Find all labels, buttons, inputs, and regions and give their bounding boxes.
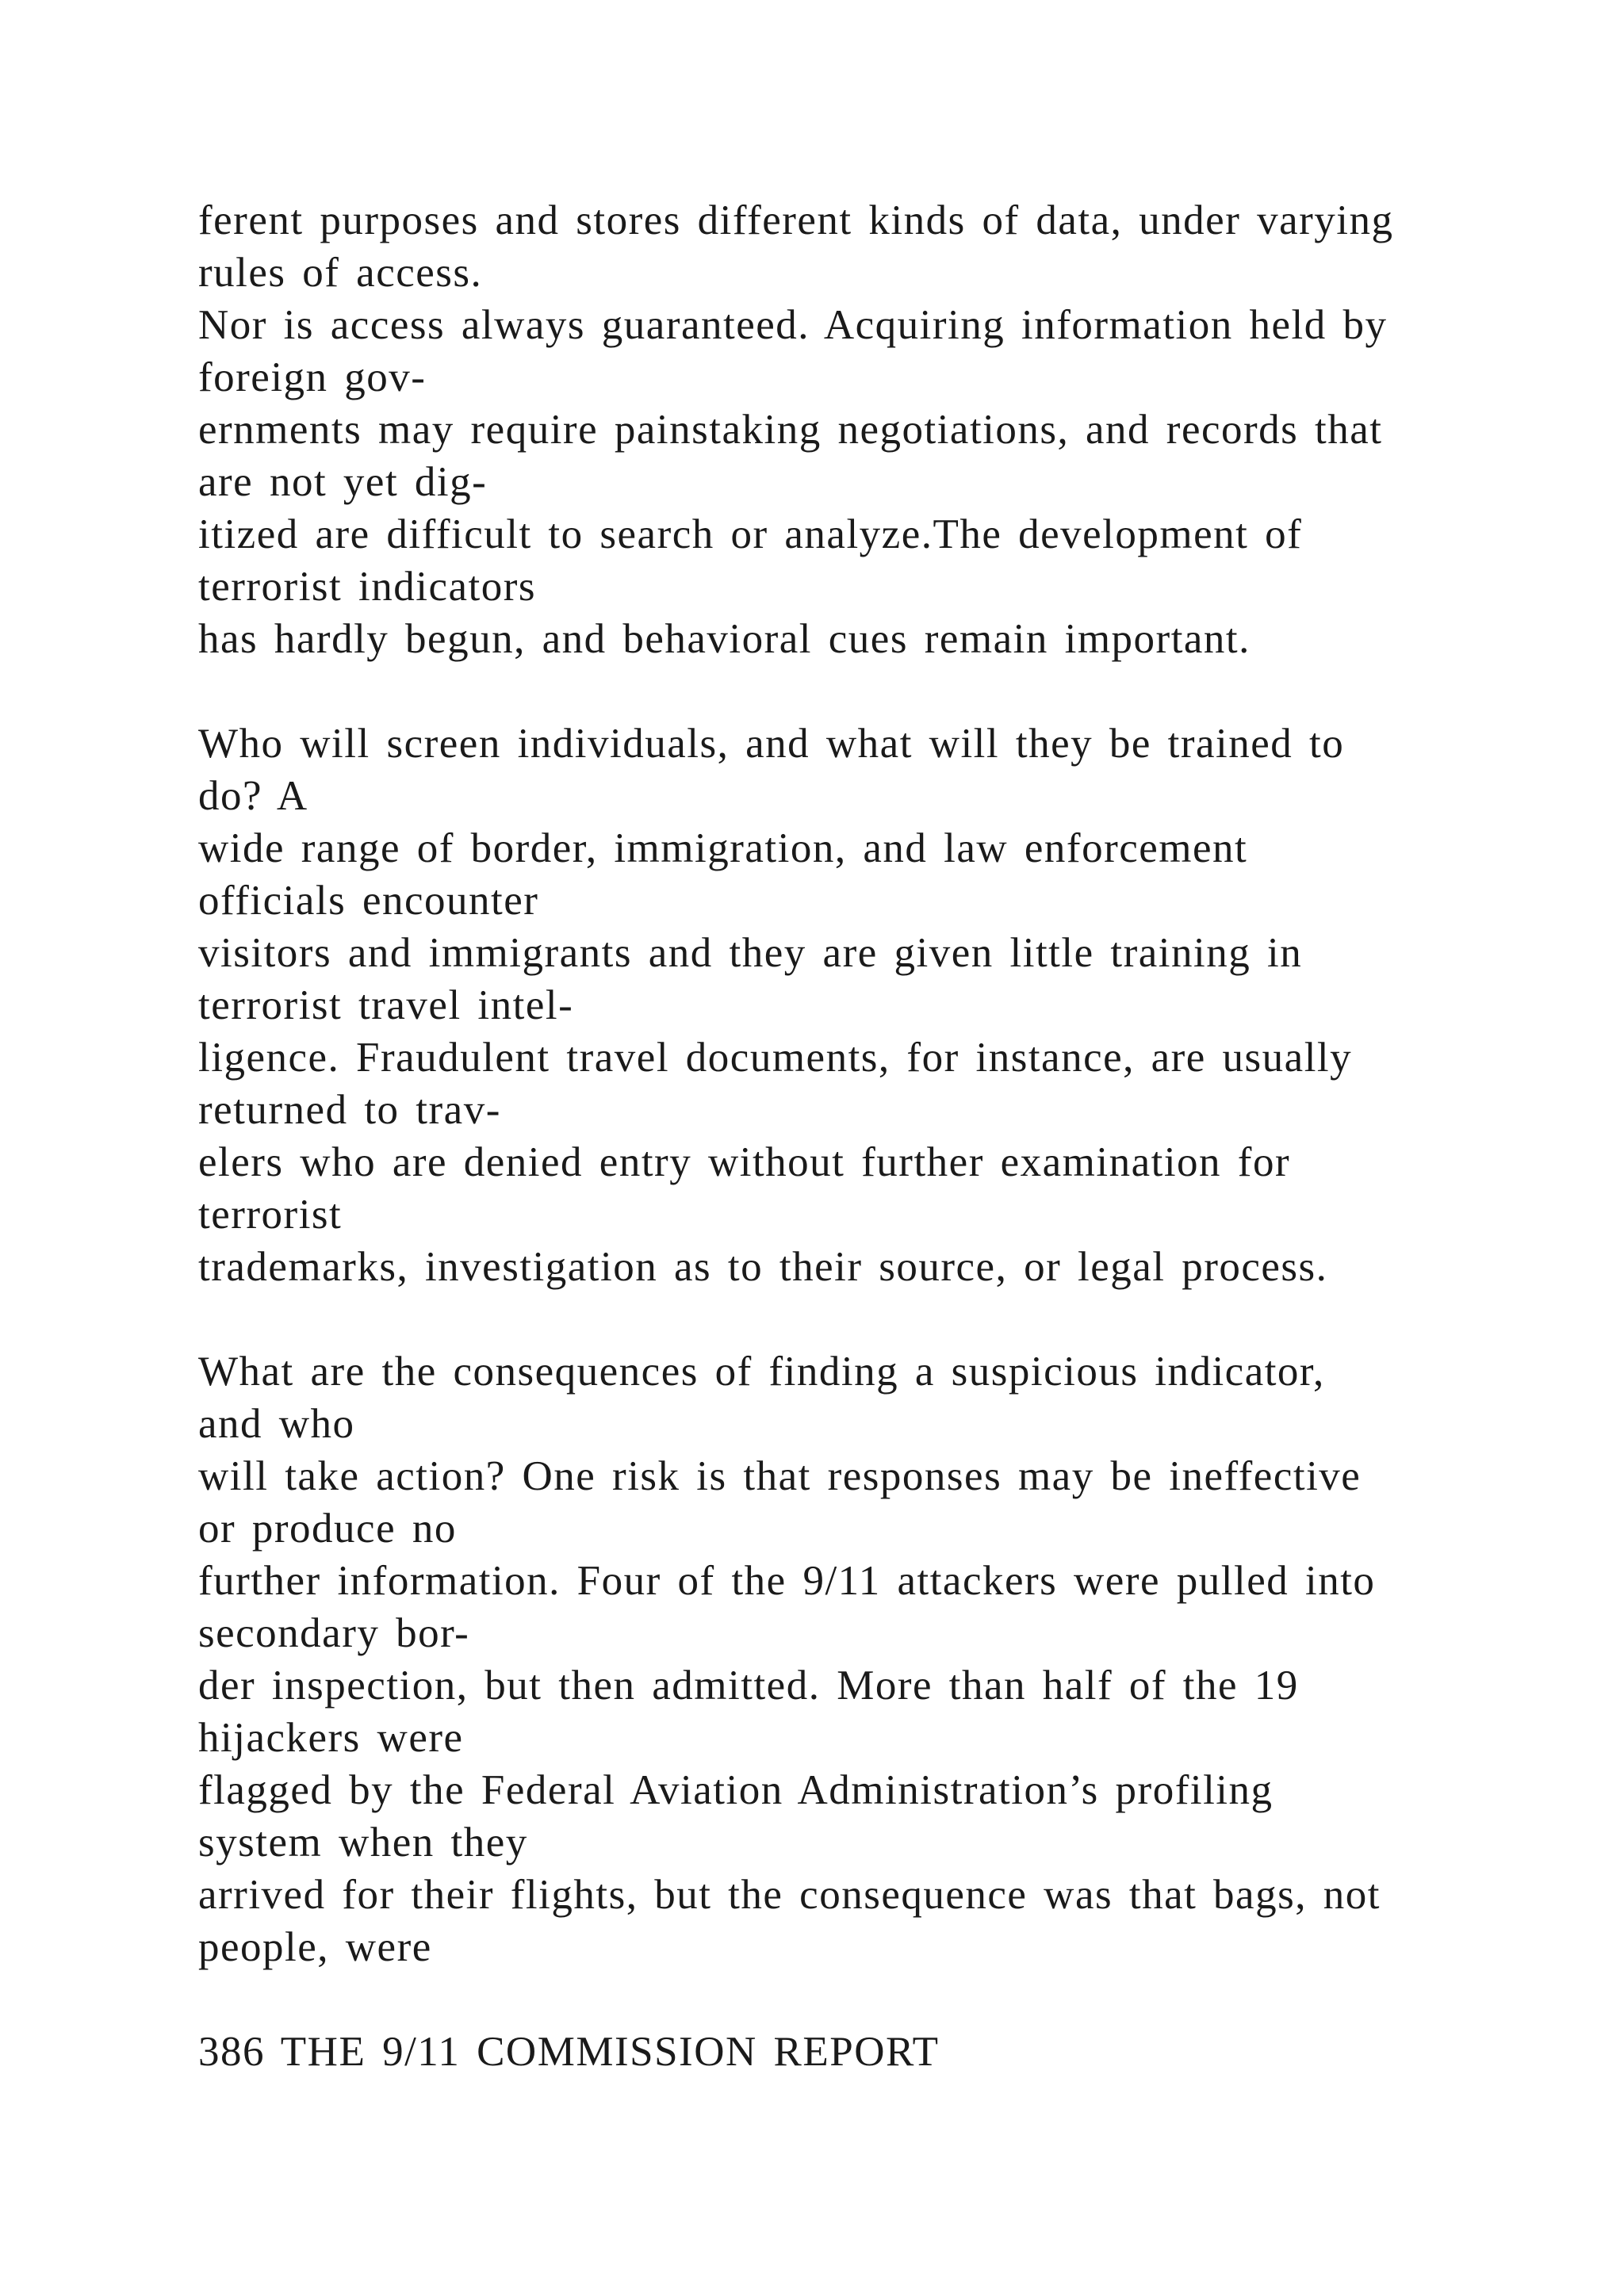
paragraph bbox=[198, 1345, 1546, 1973]
text-line: system when they bbox=[198, 1820, 528, 1866]
text-line: or produce no bbox=[198, 1506, 457, 1552]
text-line: flagged by the Federal Aviation Administration’s profiling bbox=[198, 1767, 1274, 1813]
paragraph bbox=[198, 718, 1546, 1293]
text-line: terrorist bbox=[198, 1192, 343, 1238]
text-line: terrorist indicators bbox=[198, 564, 537, 610]
text-line: officials encounter bbox=[198, 878, 539, 924]
text-line: people, were bbox=[198, 1924, 432, 1970]
text-line: returned to trav- bbox=[198, 1087, 501, 1133]
text-line: further information. Four of the 9/11 attackers were pulled into bbox=[198, 1558, 1376, 1604]
paragraph bbox=[198, 194, 1546, 665]
text-line: ernments may require painstaking negotiations, and records that bbox=[198, 407, 1383, 453]
paragraph-break bbox=[198, 665, 1546, 718]
text-line: are not yet dig- bbox=[198, 459, 488, 505]
text-line: wide range of border, immigration, and law enforcement bbox=[198, 825, 1248, 871]
text-line: ligence. Fraudulent travel documents, for instance, are usually bbox=[198, 1035, 1353, 1081]
text-line: hijackers were bbox=[198, 1715, 464, 1761]
text-line: Nor is access always guaranteed. Acquiring information held by bbox=[198, 302, 1388, 348]
text-line: What are the consequences of finding a suspicious indicator, bbox=[198, 1349, 1325, 1395]
text-line: and who bbox=[198, 1401, 355, 1447]
running-footer bbox=[198, 2026, 1546, 2078]
text-line: der inspection, but then admitted. More than half of the 19 bbox=[198, 1663, 1299, 1709]
text-line: elers who are denied entry without further examination for bbox=[198, 1139, 1291, 1185]
text-line: ferent purposes and stores different kinds of data, under varying bbox=[198, 197, 1394, 243]
text-line: foreign gov- bbox=[198, 354, 427, 400]
text-line: itized are difficult to search or analyze.The development of bbox=[198, 511, 1303, 557]
paragraph-break bbox=[198, 1973, 1546, 2026]
text-line: rules of access. bbox=[198, 250, 483, 296]
page-content bbox=[198, 194, 1546, 2078]
text-line: arrived for their flights, but the consequence was that bags, not bbox=[198, 1872, 1381, 1918]
text-line: terrorist travel intel- bbox=[198, 982, 574, 1028]
text-line: will take action? One risk is that responses may be ineffective bbox=[198, 1453, 1362, 1499]
text-line: has hardly begun, and behavioral cues remain important. bbox=[198, 616, 1251, 662]
paragraph-break bbox=[198, 1293, 1546, 1345]
text-line: visitors and immigrants and they are given little training in bbox=[198, 930, 1303, 976]
text-line: Who will screen individuals, and what will they be trained to bbox=[198, 721, 1345, 767]
page-footer-text: 386 THE 9/11 COMMISSION REPORT bbox=[198, 2029, 940, 2075]
text-line: trademarks, investigation as to their source, or legal process. bbox=[198, 1244, 1328, 1290]
text-line: do? A bbox=[198, 773, 308, 819]
text-line: secondary bor- bbox=[198, 1610, 470, 1656]
